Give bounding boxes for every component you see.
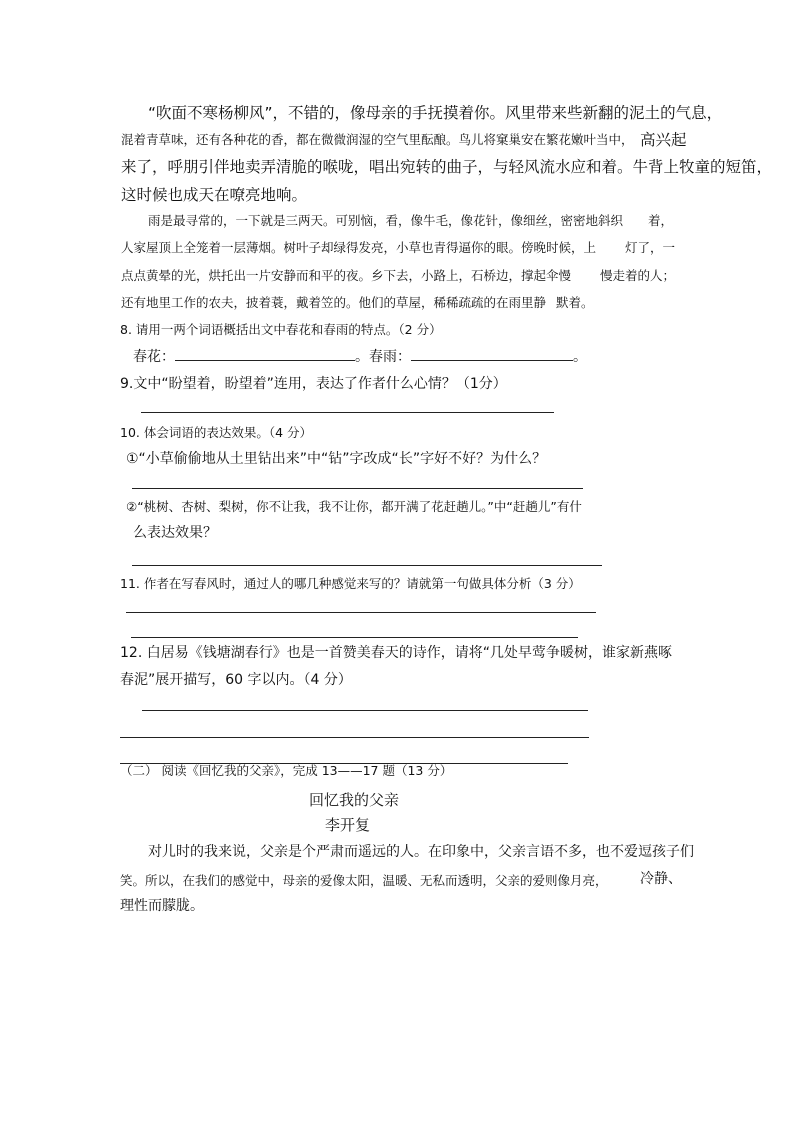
question-8: 8. 请用一两个词语概括出文中春花和春雨的特点。（2 分）	[120, 322, 442, 337]
question-11-answer-line[interactable]	[131, 637, 578, 638]
passage1-line: 来了，呼朋引伴地卖弄清脆的喉咙，唱出宛转的曲子，与轻风流水应和着。牛背上牧童的短笛，	[121, 158, 773, 176]
passage2-line: 雨是最寻常的，一下就是三两天。可别恼，看，像牛毛，像花针，像细丝，密密地斜织	[148, 213, 624, 228]
question-11-answer-line[interactable]	[126, 612, 596, 613]
question-10-2-cont: 么表达效果？	[133, 525, 217, 541]
period: 。	[573, 349, 587, 365]
question-10-1: ①“小草偷偷地从土里钻出来”中“钻”字改成“长”字好不好？为什么？	[126, 451, 547, 467]
article-line: 对儿时的我来说，父亲是个严肃而遥远的人。在印象中，父亲言语不多，也不爱逗孩子们	[148, 844, 694, 860]
passage2-line: 着，	[648, 213, 674, 228]
passage1-line: “吹面不寒杨柳风”，不错的，像母亲的手抚摸着你。风里带来些新翻的泥土的气息，	[148, 104, 723, 122]
article-title: 回忆我的父亲	[309, 791, 400, 809]
question-12-answer-line[interactable]	[142, 710, 588, 711]
article-line: 冷静、	[640, 871, 682, 887]
question-11: 11. 作者在写春风时，通过人的哪几种感觉来写的？请就第一句做具体分析（3 分）	[120, 576, 581, 591]
passage2-line: 灯了，一	[625, 240, 676, 255]
question-12: 12. 白居易《钱塘湖春行》也是一首赞美春天的诗作，请将“几处早莺争暖树，谁家新燕啄	[120, 645, 672, 661]
question-8-answer-row	[133, 346, 587, 366]
passage1-line: 高兴起	[640, 131, 687, 149]
spring-flower-answer-field[interactable]	[175, 346, 355, 361]
passage1-line: 混着青草味，还有各种花的香，都在微微润湿的空气里酝酿。鸟儿将窠巢安在繁花嫩叶当中，	[121, 132, 634, 147]
passage1-line: 这时候也成天在嘹亮地响。	[121, 186, 308, 204]
spring-rain-label: 。春雨：	[355, 349, 411, 365]
question-10-2: ②“桃树、杏树、梨树，你不让我，我不让你，都开满了花赶趟儿。”中“赶趟儿”有什	[126, 499, 582, 514]
article-author: 李开复	[325, 816, 371, 834]
question-12-answer-line[interactable]	[120, 737, 589, 738]
passage2-line: 人家屋顶上全笼着一层薄烟。树叶子却绿得发亮，小草也青得逼你的眼。傍晚时候，上	[121, 240, 597, 255]
article-line: 笑。所以，在我们的感觉中，母亲的爱像太阳，温暖、无私而透明，父亲的爱则像月亮，	[120, 873, 608, 888]
question-9-answer-line[interactable]	[141, 412, 554, 413]
passage2-line: 默着。	[556, 295, 594, 310]
question-10: 10. 体会词语的表达效果。（4 分）	[120, 425, 313, 440]
passage2-line: 慢走着的人；	[600, 268, 676, 283]
spring-flower-label: 春花：	[133, 349, 175, 365]
passage2-line: 还有地里工作的农夫，披着蓑，戴着笠的。他们的草屋，稀稀疏疏的在雨里静	[121, 295, 547, 310]
question-12-cont: 春泥”展开描写，60 字以内。（4 分）	[120, 672, 352, 688]
section-2-header: （二） 阅读《回忆我的父亲》，完成 13——17 题（13 分）	[120, 763, 453, 778]
question-9: 9.文中“盼望着，盼望着”连用，表达了作者什么心情？（1分）	[120, 376, 507, 392]
spring-rain-answer-field[interactable]	[411, 346, 573, 361]
passage2-line: 点点黄晕的光，烘托出一片安静而和平的夜。乡下去，小路上，石桥边，撑起伞慢	[121, 268, 572, 283]
question-10-1-answer-line[interactable]	[132, 488, 583, 489]
question-10-2-answer-line[interactable]	[132, 565, 602, 566]
article-line: 理性而朦胧。	[120, 898, 204, 914]
